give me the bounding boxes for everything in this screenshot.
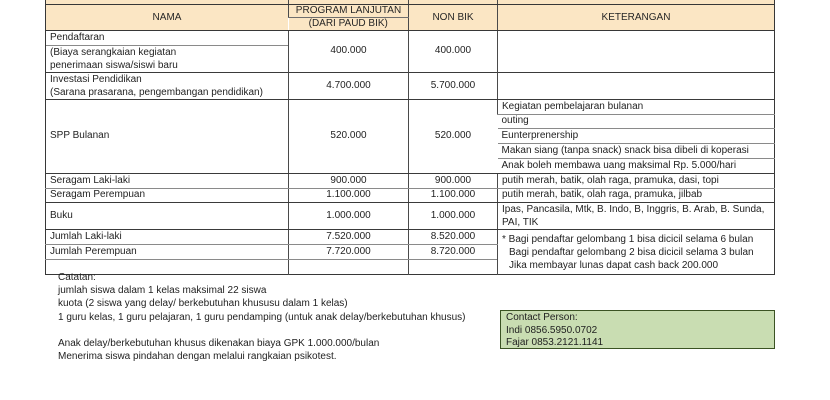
cell-investasi-program: 4.700.000 [289, 72, 409, 99]
cell-pendaftaran-name: Pendaftaran [46, 31, 289, 46]
header-row [46, 5, 775, 18]
cell-jumlah-perempuan-name: Jumlah Perempuan [46, 245, 289, 260]
cell-jumlah-perempuan-program: 7.720.000 [289, 245, 409, 260]
row-jumlah-laki [46, 230, 775, 245]
cell-seragam-perempuan-nonbik: 1.100.000 [409, 188, 498, 203]
cell-seragam-laki-program: 900.000 [289, 173, 409, 188]
note-line [58, 324, 466, 337]
note-line: Anak delay/berkebutuhan khusus dikenakan biaya GPK 1.000.000/bulan [58, 338, 380, 349]
cell-investasi-nonbik: 5.700.000 [409, 72, 498, 99]
investasi-name-line2: (Sarana prasarana, pengembangan pendidikan) [50, 86, 263, 98]
header-program-line1: PROGRAM LANJUTAN [289, 5, 409, 18]
notes-title: Catatan: [58, 272, 96, 283]
jumlah-ket-line1: * Bagi pendaftar gelombang 1 bisa dicicil selama 6 bulan [502, 233, 754, 245]
row-seragam-laki [46, 173, 775, 188]
row-pendaftaran [46, 31, 775, 46]
cell-spp-ket2: outing [498, 114, 775, 129]
cell-buku-keterangan [498, 203, 775, 230]
cell-investasi-keterangan [498, 72, 775, 99]
cell-seragam-perempuan-keterangan: putih merah, batik, olah raga, pramuka, jilbab [498, 188, 775, 203]
contact-person-box [500, 310, 775, 349]
cell-jumlah-laki-nonbik: 8.520.000 [409, 230, 498, 245]
cell-spp-ket3: Eunterprenership [498, 129, 775, 144]
cell-pendaftaran-nonbik: 400.000 [409, 31, 498, 73]
header-keterangan: KETERANGAN [498, 5, 775, 31]
fee-sheet [45, 0, 775, 275]
cell-seragam-laki-name: Seragam Laki-laki [46, 173, 289, 188]
cell-spp-ket5: Anak boleh membawa uang maksimal Rp. 5.000/hari [498, 158, 775, 173]
investasi-name-line1: Investasi Pendidikan [50, 73, 142, 85]
buku-ket-line2: PAI, TIK [502, 217, 539, 229]
cell-jumlah-laki-name: Jumlah Laki-laki [46, 230, 289, 245]
cell-jumlah-keterangan [498, 230, 775, 274]
cell-buku-program: 1.000.000 [289, 203, 409, 230]
cell-seragam-laki-nonbik: 900.000 [409, 173, 498, 188]
cell-investasi-name [46, 72, 289, 99]
cell-seragam-laki-keterangan: putih merah, batik, olah raga, pramuka, dasi, topi [498, 173, 775, 188]
header-program-line2: (DARI PAUD BIK) [289, 18, 409, 31]
note-line: 1 guru kelas, 1 guru pelajaran, 1 guru pendamping (untuk anak delay/berkebutuhan khusus) [58, 311, 466, 323]
pendaftaran-desc-line1: (Biaya serangkaian kegiatan [50, 46, 177, 58]
fee-table [45, 0, 775, 275]
note-line: kuota (2 siswa yang delay/ berkebutuhan khususu dalam 1 kelas) [58, 298, 348, 310]
cell-seragam-perempuan-program: 1.100.000 [289, 188, 409, 203]
cell-jumlah-perempuan-nonbik: 8.720.000 [409, 245, 498, 260]
cell-jumlah-laki-program: 7.520.000 [289, 230, 409, 245]
contact-line: Indi 0856.5950.0702 [506, 324, 598, 336]
cell-buku-nonbik: 1.000.000 [409, 203, 498, 230]
contact-line: Fajar 0853.2121.1141 [506, 337, 604, 349]
notes-section [58, 271, 466, 363]
buku-ket-line1: Ipas, Pancasila, Mtk, B. Indo, B, Inggris, B. Arab, B. Sunda, [502, 204, 765, 216]
row-seragam-perempuan [46, 188, 775, 203]
cell-pendaftaran-program: 400.000 [289, 31, 409, 73]
row-spp [46, 99, 775, 114]
contact-title: Contact Person: [506, 312, 578, 323]
jumlah-ket-line2: Bagi pendaftar gelombang 2 bisa dicicil selama 3 bulan [509, 246, 754, 258]
header-non-bik: NON BIK [409, 5, 498, 31]
cell-spp-ket1: Kegiatan pembelajaran bulanan [498, 99, 775, 114]
note-line: Menerima siswa pindahan dengan melalui rangkaian psikotest. [58, 351, 337, 363]
cell-spp-program: 520.000 [289, 99, 409, 173]
jumlah-ket-line3: Jika membayar lunas dapat cash back 200.000 [509, 259, 719, 271]
cell-spp-name: SPP Bulanan [46, 99, 289, 173]
cell-pendaftaran-keterangan [498, 31, 775, 73]
cell-pendaftaran-desc [46, 45, 289, 72]
header-nama: NAMA [46, 5, 289, 31]
cell-spp-ket4: Makan siang (tanpa snack) snack bisa dibeli di koperasi [498, 144, 775, 159]
note-line: jumlah siswa dalam 1 kelas maksimal 22 siswa [58, 285, 267, 297]
cell-seragam-perempuan-name: Seragam Perempuan [46, 188, 289, 203]
cell-spp-nonbik: 520.000 [409, 99, 498, 173]
pendaftaran-desc-line2: penerimaan siswa/siswi baru [50, 59, 178, 71]
cell-buku-name: Buku [46, 203, 289, 230]
